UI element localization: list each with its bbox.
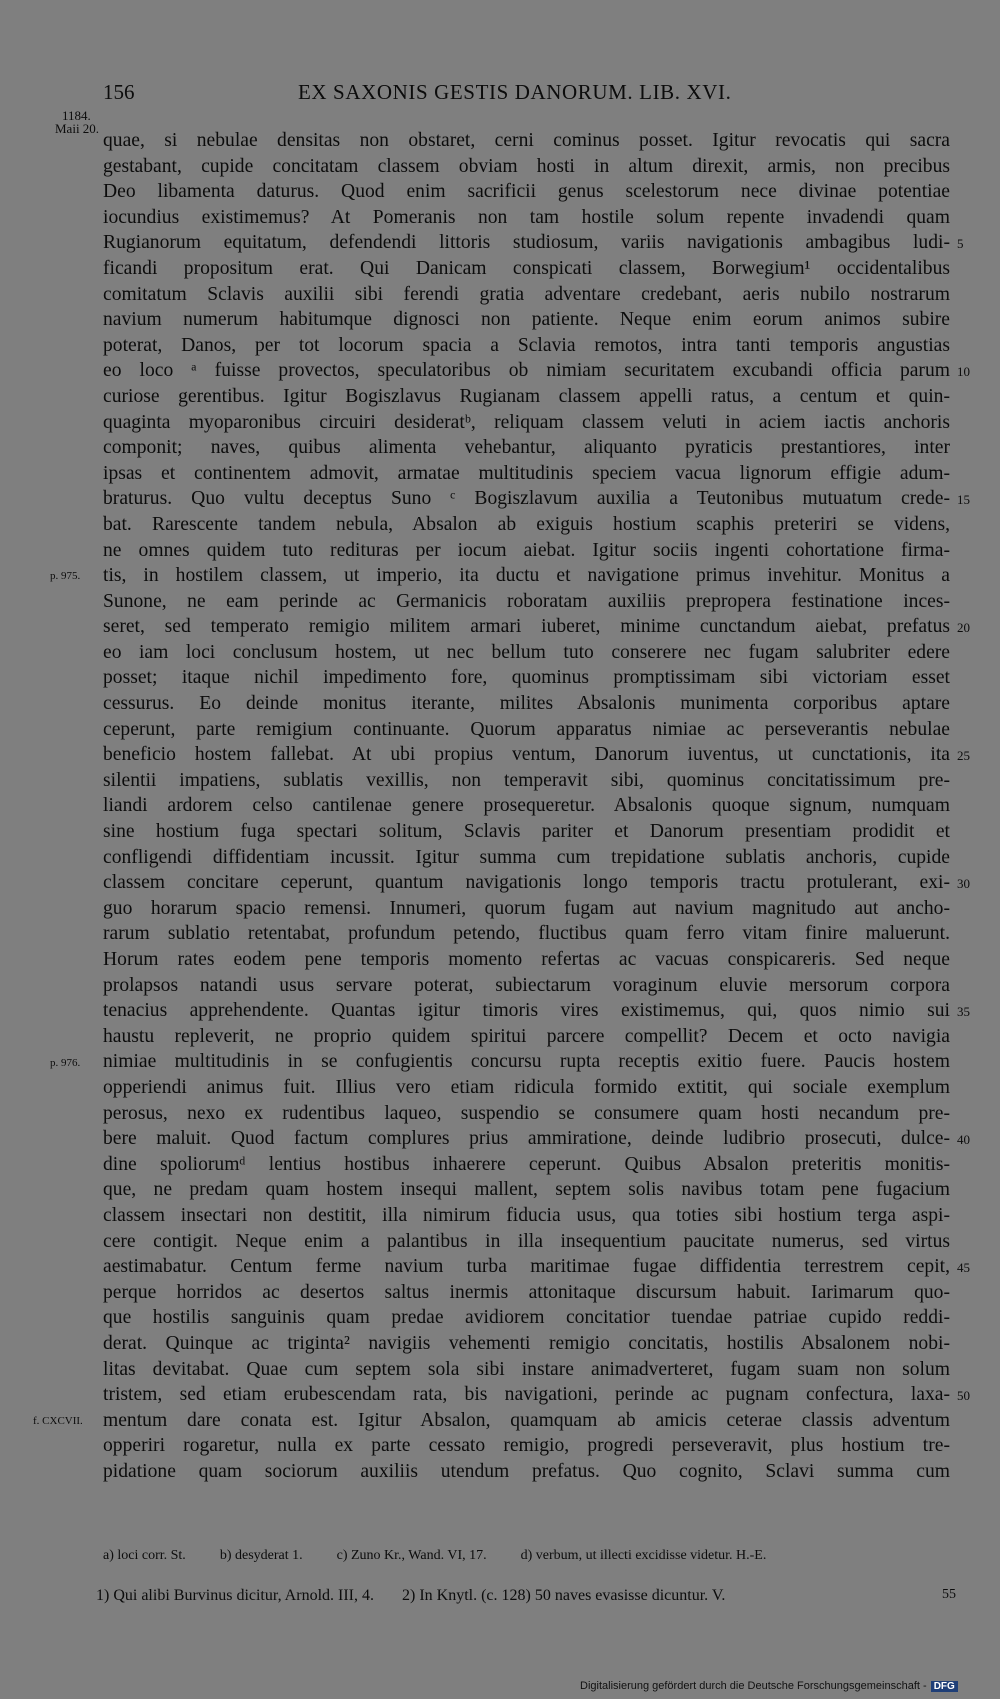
text-line: navium numerum habitumque dignosci non patiente. Neque enim eorum animos subire [103,309,950,331]
text-line: nimiae multitudinis in se confugientis concursu rupta receptis exitio fuere. Paucis hostem [103,1051,950,1073]
text-line: curiose gerentibus. Igitur Bogiszlavus Rugianam classem appelli ratus, a centum et quin- [103,385,950,407]
text-line: beneficio hostem fallebat. At ubi propius ventum, Danorum iuventus, ut cunctationis, ita [103,744,950,766]
line-number: 40 [957,1132,970,1148]
line-number: 20 [957,620,970,636]
text-line: Rugianorum equitatum, defendendi littoris studiosum, variis navigationis ambagibus ludi- [103,232,950,254]
text-line: bere maluit. Quod factum complures prius ammiratione, deinde ludibrio prosecuti, dulce- [103,1128,950,1150]
text-line: ficandi propositum erat. Qui Danicam conspicati classem, Borwegium¹ occidentalibus [103,257,950,279]
text-line: cessurus. Eo deinde monitus iterante, milites Absalonis munimenta corporibus aptare [103,693,950,715]
text-line: ne omnes quidem tuto redituras per iocum aiebat. Igitur sociis ingenti cohortatione firma- [103,539,950,561]
text-line: tristem, sed etiam erubescendam rata, bis navigationi, perinde ac pugnam confectura, laxa- [103,1384,950,1406]
text-line: quaginta myoparonibus circuiri desideratᵇ, reliquam classem veluti in aciem iactis anchoris [103,411,950,433]
footnote-apparatus-item: c) Zuno Kr., Wand. VI, 17. [336,1548,487,1563]
line-number: 15 [957,492,970,508]
text-line: opperiri rogaretur, nulla ex parte cessato remigio, progredi perseveravit, plus hostium tre- [103,1435,950,1457]
line-number: 10 [957,364,970,380]
text-line: iocundius existimemus? At Pomeranis non tam hostile solum repente invadendi quam [103,206,950,228]
text-line: classem concitare ceperunt, quantum navigationis longo temporis tractu protulerant, exi- [103,872,950,894]
text-line: confligendi diffidentiam incussit. Igitur summa cum trepidatione sublatis anchoris, cupide [103,846,950,868]
line-number: 5 [957,236,964,252]
signature-mark: 55 [942,1587,956,1602]
running-title: EX SAXONIS GESTIS DANORUM. LIB. XVI. [298,80,732,104]
text-line: perque horridos ac desertos saltus inermis attonitaque discursum habuit. Iarimarum quo- [103,1281,950,1303]
text-line: litas devitabat. Quae cum septem sola sibi instare animadverteret, fugam suam non solum [103,1358,950,1380]
text-line: silentii impatiens, sublatis vexillis, non temperavit sibi, quominus concitatissimum pre- [103,769,950,791]
text-line: guo horarum spacio remensi. Innumeri, quorum fugam aut navium magnitudo aut ancho- [103,897,950,919]
folio-reference: p. 975. [50,570,81,583]
text-line: eo iam loci conclusum hostem, ut nec bellum tuto conserere nec fugam salubriter edere [103,641,950,663]
text-line: opperiendi animus fuit. Illius vero etiam ridicula formido extitit, qui sociale exemplum [103,1076,950,1098]
text-line: bat. Rarescente tandem nebula, Absalon ab exiguis hostium scaphis preteriri se videns, [103,513,950,535]
text-line: prolapsos natandi usus servare poterat, subiectarum voraginum eluvie mersorum corpora [103,974,950,996]
footnote-apparatus-item: a) loci corr. St. [103,1548,186,1563]
line-number: 30 [957,876,970,892]
text-line: braturus. Quo vultu deceptus Suno ᶜ Bogiszlavum auxilia a Teutonibus mutuatum crede- [103,488,950,510]
footnote-apparatus-item: d) verbum, ut illecti excidisse videtur. H.-E. [520,1548,767,1563]
text-line: classem insectari non destitit, illa nimirum fiducia usus, qua toties sibi hostium terga aspi- [103,1204,950,1226]
text-line: eo loco ᵃ fuisse provectos, speculatoribus ob nimiam securitatem excubandi officia parum [103,360,950,382]
line-number: 25 [957,748,970,764]
text-line: comitatum Sclavis auxilii sibi ferendi gratia adventare credebant, aeris nubilo nostrarum [103,283,950,305]
line-number: 35 [957,1004,970,1020]
main-text [103,128,950,1484]
text-line: Sunone, ne eam perinde ac Germanicis roboratam auxiliis prepropera festinatione inces- [103,590,950,612]
text-line: sine hostium fuga spectari solitum, Sclavis pariter et Danorum presentiam prodidit et [103,821,950,843]
page-number: 156 [103,80,135,104]
text-line: que, ne predam quam hostem insequi mallent, septem solis navibus totam pene fugacium [103,1179,950,1201]
line-number: 50 [957,1388,970,1404]
dfg-logo: DFG [931,1681,958,1692]
text-line: quae, si nebulae densitas non obstaret, cerni cominus posset. Igitur revocatis qui sacra [103,130,950,151]
text-line: que hostilis sanguinis quam predae avidiorem concitatior tuendae patriae cupido reddi- [103,1307,950,1329]
text-line: cere contigit. Neque enim a palantibus in illa insequentium paucitate numerus, sed virtus [103,1230,950,1252]
text-line: ipsas et continentem admovit, armatae multitudinis speciem vacua lignorum effigie adum- [103,462,950,484]
folio-reference: p. 976. [50,1056,81,1069]
text-line: ceperunt, parte remigium continuante. Quorum apparatus nimiae ac perseverantis nebulae [103,718,950,740]
funding-text: Digitalisierung gefördert durch die Deutsche Forschungsgemeinschaft - [580,1680,927,1692]
text-line: gestabant, cupide concitatam classem obviam hosti in altum direxit, armis, non precibus [103,155,950,177]
footnote-commentary-item: 1) Qui alibi Burvinus dicitur, Arnold. III, 4. [96,1587,374,1604]
text-line: dine spoliorumᵈ lentius hostibus inhaerere ceperunt. Quibus Absalon preteritis monitis- [103,1153,950,1175]
footnotes-apparatus [103,1548,800,1564]
text-line: derat. Quinque ac triginta² navigiis vehementi remigio concitatis, hostilis Absalonem nobi- [103,1332,950,1354]
text-line: aestimabatur. Centum ferme navium turba maritimae fugae diffidentia terrestrem cepit, [103,1256,950,1278]
text-line: mentum dare conata est. Igitur Absalon, quamquam ab amicis ceterae classis adventum [103,1409,950,1431]
text-line: seret, sed temperato remigio militem armari iuberet, minime cunctandum aiebat, prefatus [103,616,950,638]
footnote-apparatus-item: b) desyderat 1. [219,1548,303,1563]
text-line: Deo libamenta daturus. Quod enim sacrificii genus scelestorum nece divinae potentiae [103,181,950,203]
funding-credit [580,1680,958,1692]
folio-reference: f. CXCVII. [33,1415,83,1427]
footnote-commentary-item: 2) In Knytl. (c. 128) 50 naves evasisse dicuntur. V. [402,1587,726,1604]
text-line: poterat, Danos, per tot locorum spacia a Sclavia remotos, intra tanti temporis angustias [103,334,950,356]
text-line: haustu repleverit, ne proprio quidem spiritui parcere compellit? Decem et octo navigia [103,1025,950,1047]
text-line: tenacius apprehendente. Quantas igitur timoris vires existimemus, qui, quos nimio sui [103,1000,950,1022]
margin-date-day: Maii 20. [55,121,100,136]
text-line: liandi ardorem celso cantilenae genere prosequeretur. Absalonis quoque signum, numquam [103,795,950,817]
footnotes-commentary [96,1587,753,1605]
text-line: perosus, nexo ex rudentibus laqueo, suspendio se consumere quam hosti necandum pre- [103,1102,950,1124]
text-line: pidatione quam sociorum auxiliis utendum prefatus. Quo cognito, Sclavi summa cum [103,1460,950,1482]
text-line: Horum rates eodem pene temporis momento refertas ac vacuas conspicareris. Sed neque [103,949,950,970]
margin-date-year: 1184. [62,108,91,123]
text-line: componit; naves, quibus alimenta vehebantur, aliquanto pyraticis prestantiores, inter [103,437,950,459]
text-line: tis, in hostilem classem, ut imperio, ita ductu et navigatione primus invehitur. Monitus a [103,565,950,587]
text-line: posset; itaque nichil impedimento fore, quominus promptissimam sibi victoriam esset [103,667,950,689]
text-line: rarum sublatio retentabat, profundum petendo, fluctibus quam ferro vitam finire maluerunt. [103,923,950,945]
line-number: 45 [957,1260,970,1276]
